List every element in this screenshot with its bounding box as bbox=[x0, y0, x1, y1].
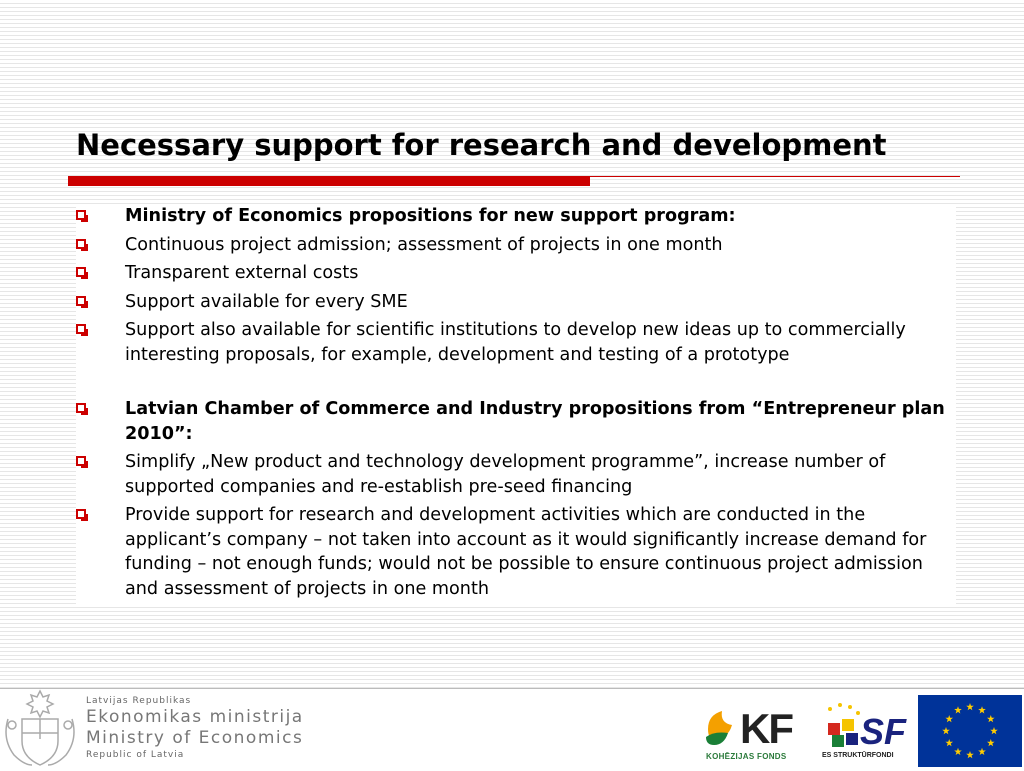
eu-star-icon bbox=[987, 739, 995, 746]
cohesion-fund-leaf-icon bbox=[704, 707, 740, 751]
eu-star-icon bbox=[954, 748, 962, 755]
checkbox-bullet-icon bbox=[76, 456, 86, 466]
eu-star-icon bbox=[978, 706, 986, 713]
cohesion-fund-logo bbox=[704, 703, 814, 765]
checkbox-bullet-icon bbox=[76, 324, 86, 334]
bullet-text: Support also available for scientific institutions to develop new ideas up to commercially interesting proposals, for example, development and testing of a prototype bbox=[125, 320, 906, 365]
eu-star-icon bbox=[945, 715, 953, 722]
sf-logo-text: SF bbox=[860, 711, 907, 752]
eu-flag-icon bbox=[918, 695, 1022, 767]
checkbox-bullet-icon bbox=[76, 403, 86, 413]
eu-stars-ring bbox=[918, 695, 1022, 767]
eu-star-icon bbox=[966, 751, 974, 758]
checkbox-bullet-icon bbox=[76, 509, 86, 519]
bullet-item bbox=[76, 290, 956, 315]
structural-funds-logo bbox=[820, 699, 912, 763]
latvia-coat-of-arms-icon bbox=[0, 689, 80, 768]
bullet-list bbox=[76, 204, 956, 605]
bullet-text: Continuous project admission; assessment of projects in one month bbox=[125, 234, 723, 255]
ministry-logo-text bbox=[86, 695, 304, 761]
footer bbox=[0, 689, 1024, 768]
checkbox-bullet-icon bbox=[76, 296, 86, 306]
bullet-text: Ministry of Economics propositions for new support program: bbox=[125, 206, 736, 226]
ministry-lv-label: Ekonomikas ministrija bbox=[86, 707, 304, 727]
bullet-text: Simplify „New product and technology development programme”, increase number of supported companies and re-establish pre-seed financing bbox=[125, 452, 886, 497]
checkbox-bullet-icon bbox=[76, 210, 86, 220]
bullet-item bbox=[76, 397, 956, 446]
eu-star-icon bbox=[945, 739, 953, 746]
bullet-item bbox=[76, 318, 956, 367]
bullet-item bbox=[76, 233, 956, 258]
bullet-text: Support available for every SME bbox=[125, 291, 408, 312]
eu-star-icon bbox=[987, 715, 995, 722]
checkbox-bullet-icon bbox=[76, 267, 86, 277]
republic-lv-label: Latvijas Republikas bbox=[86, 696, 192, 706]
title-underline-thin bbox=[590, 176, 960, 177]
title-underline-bar bbox=[68, 176, 590, 186]
structural-funds-squares-icon bbox=[822, 701, 862, 751]
bullet-text: Transparent external costs bbox=[125, 263, 359, 283]
eu-star-icon bbox=[954, 706, 962, 713]
kf-logo-text: KF bbox=[740, 705, 792, 752]
eu-star-icon bbox=[966, 703, 974, 710]
checkbox-bullet-icon bbox=[76, 239, 86, 249]
bullet-item bbox=[76, 503, 956, 601]
ministry-en-label: Ministry of Economics bbox=[86, 728, 304, 748]
slide-title: Necessary support for research and development bbox=[76, 128, 887, 162]
eu-star-icon bbox=[978, 748, 986, 755]
republic-en-label: Republic of Latvia bbox=[86, 750, 185, 760]
bullet-item bbox=[76, 450, 956, 499]
bullet-text: Provide support for research and development activities which are conducted in the applicant’s company – not taken into account as it would significantly increase demand for funding – not enough funds; would not be possible to ensure continuous project admission and assessment of projects in one month bbox=[125, 505, 927, 599]
eu-star-icon bbox=[990, 727, 998, 734]
sf-caption: ES STRUKTŪRFONDI bbox=[822, 752, 894, 759]
bullet-item bbox=[76, 261, 956, 286]
bullet-text: Latvian Chamber of Commerce and Industry propositions from “Entrepreneur plan 2010”: bbox=[125, 399, 945, 444]
kf-caption: KOHĒZIJAS FONDS bbox=[706, 752, 787, 761]
eu-star-icon bbox=[942, 727, 950, 734]
bullet-item bbox=[76, 204, 956, 229]
